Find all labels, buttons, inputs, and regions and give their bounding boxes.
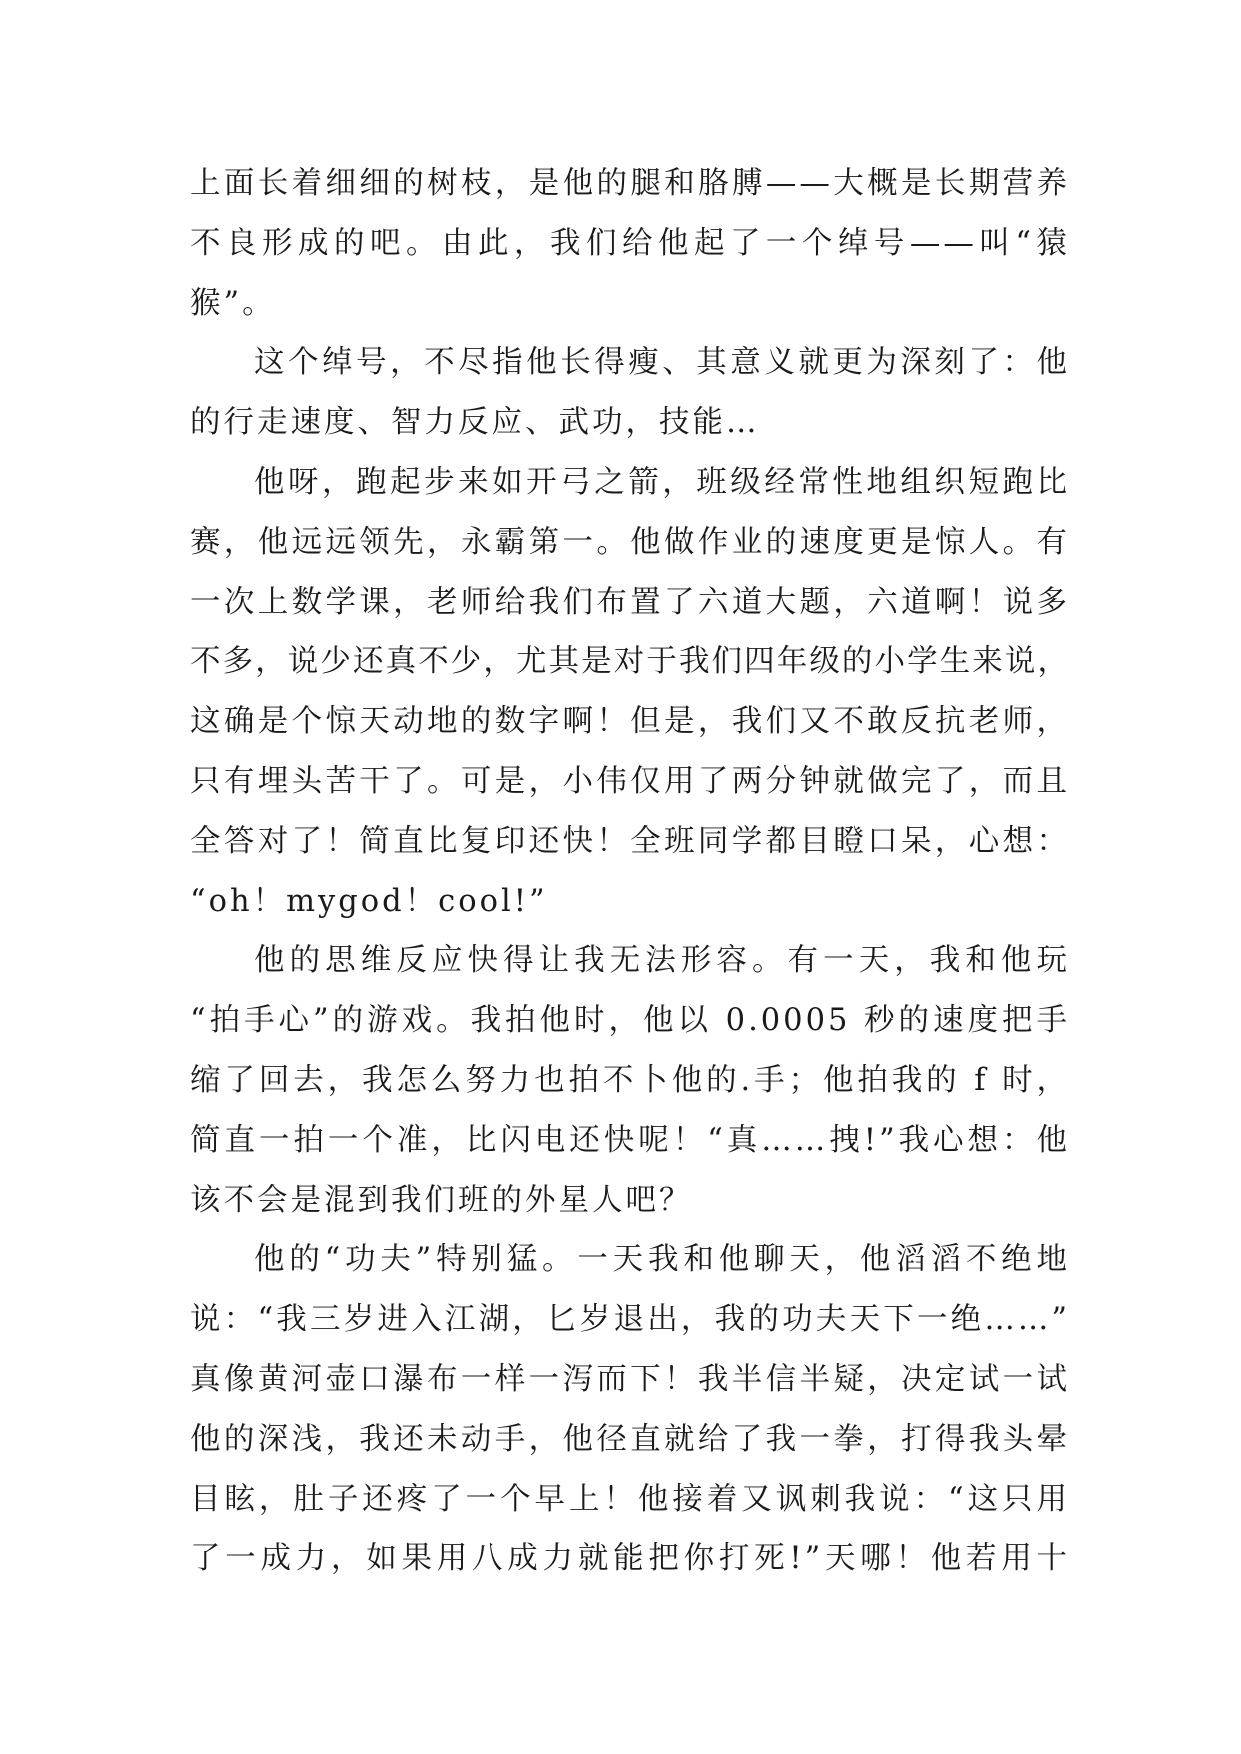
text-line: 这确是个惊天动地的数字啊！但是，我们又不敢反抗老师，	[190, 704, 1070, 740]
text-line: 他的深浅，我还未动手，他径直就给了我一拳，打得我头晕	[190, 1421, 1070, 1457]
text-line: 不良形成的吧。由此，我们给他起了一个绰号——叫“猿	[190, 225, 1070, 261]
text-line: 说：“我三岁进入江湖，匕岁退出，我的功夫天下一绝……”	[190, 1302, 1070, 1338]
text-line: 缩了回去，我怎么努力也拍不卜他的.手；他拍我的 f 时，	[190, 1062, 1070, 1098]
text-line: 上面长着细细的树枝，是他的腿和胳膊——大概是长期营养	[190, 166, 1070, 201]
text-line: 真像黄河壶口瀑布一样一泻而下！我半信半疑，决定试一试	[190, 1361, 1070, 1397]
text-line: 这个绰号，不尽指他长得瘦、其意义就更为深刻了：他	[254, 345, 1070, 381]
text-line: 他的思维反应快得让我无法形容。有一天，我和他玩	[254, 943, 1070, 979]
text-line: 赛，他远远领先，永霸第一。他做作业的速度更是惊人。有	[190, 524, 1070, 560]
text-line: 他的“功夫”特别猛。一天我和他聊天，他滔滔不绝地	[254, 1242, 1070, 1278]
text-line: 猴”。	[190, 285, 276, 321]
text-line: 一次上数学课，老师给我们布置了六道大题，六道啊！说多	[190, 584, 1070, 620]
text-line: 目眩，肚子还疼了一个早上！他接着又讽刺我说：“这只用	[190, 1481, 1070, 1517]
text-line: 的行走速度、智力反应、武功，技能…	[190, 405, 760, 441]
text-line: 该不会是混到我们班的外星人吧？	[190, 1182, 693, 1218]
text-line: 不多，说少还真不少，尤其是对于我们四年级的小学生来说，	[190, 644, 1070, 680]
body-text	[190, 154, 1070, 1589]
text-line: 他呀，跑起步来如开弓之箭，班级经常性地组织短跑比	[254, 464, 1070, 500]
text-line: 全答对了！简直比复印还快！全班同学都目瞪口呆，心想：	[190, 823, 1070, 859]
text-line: “拍手心”的游戏。我拍他时，他以 0.0005 秒的速度把手	[190, 1003, 1070, 1039]
text-line: “oh！mygod！cool!”	[190, 883, 548, 919]
text-line: 只有埋头苦干了。可是，小伟仅用了两分钟就做完了，而且	[190, 763, 1070, 799]
text-line: 简直一拍一个准，比闪电还快呢！“真……拽!”我心想：他	[190, 1122, 1070, 1158]
text-line: 了一成力，如果用八成力就能把你打死!”天哪！他若用十	[190, 1541, 1070, 1577]
